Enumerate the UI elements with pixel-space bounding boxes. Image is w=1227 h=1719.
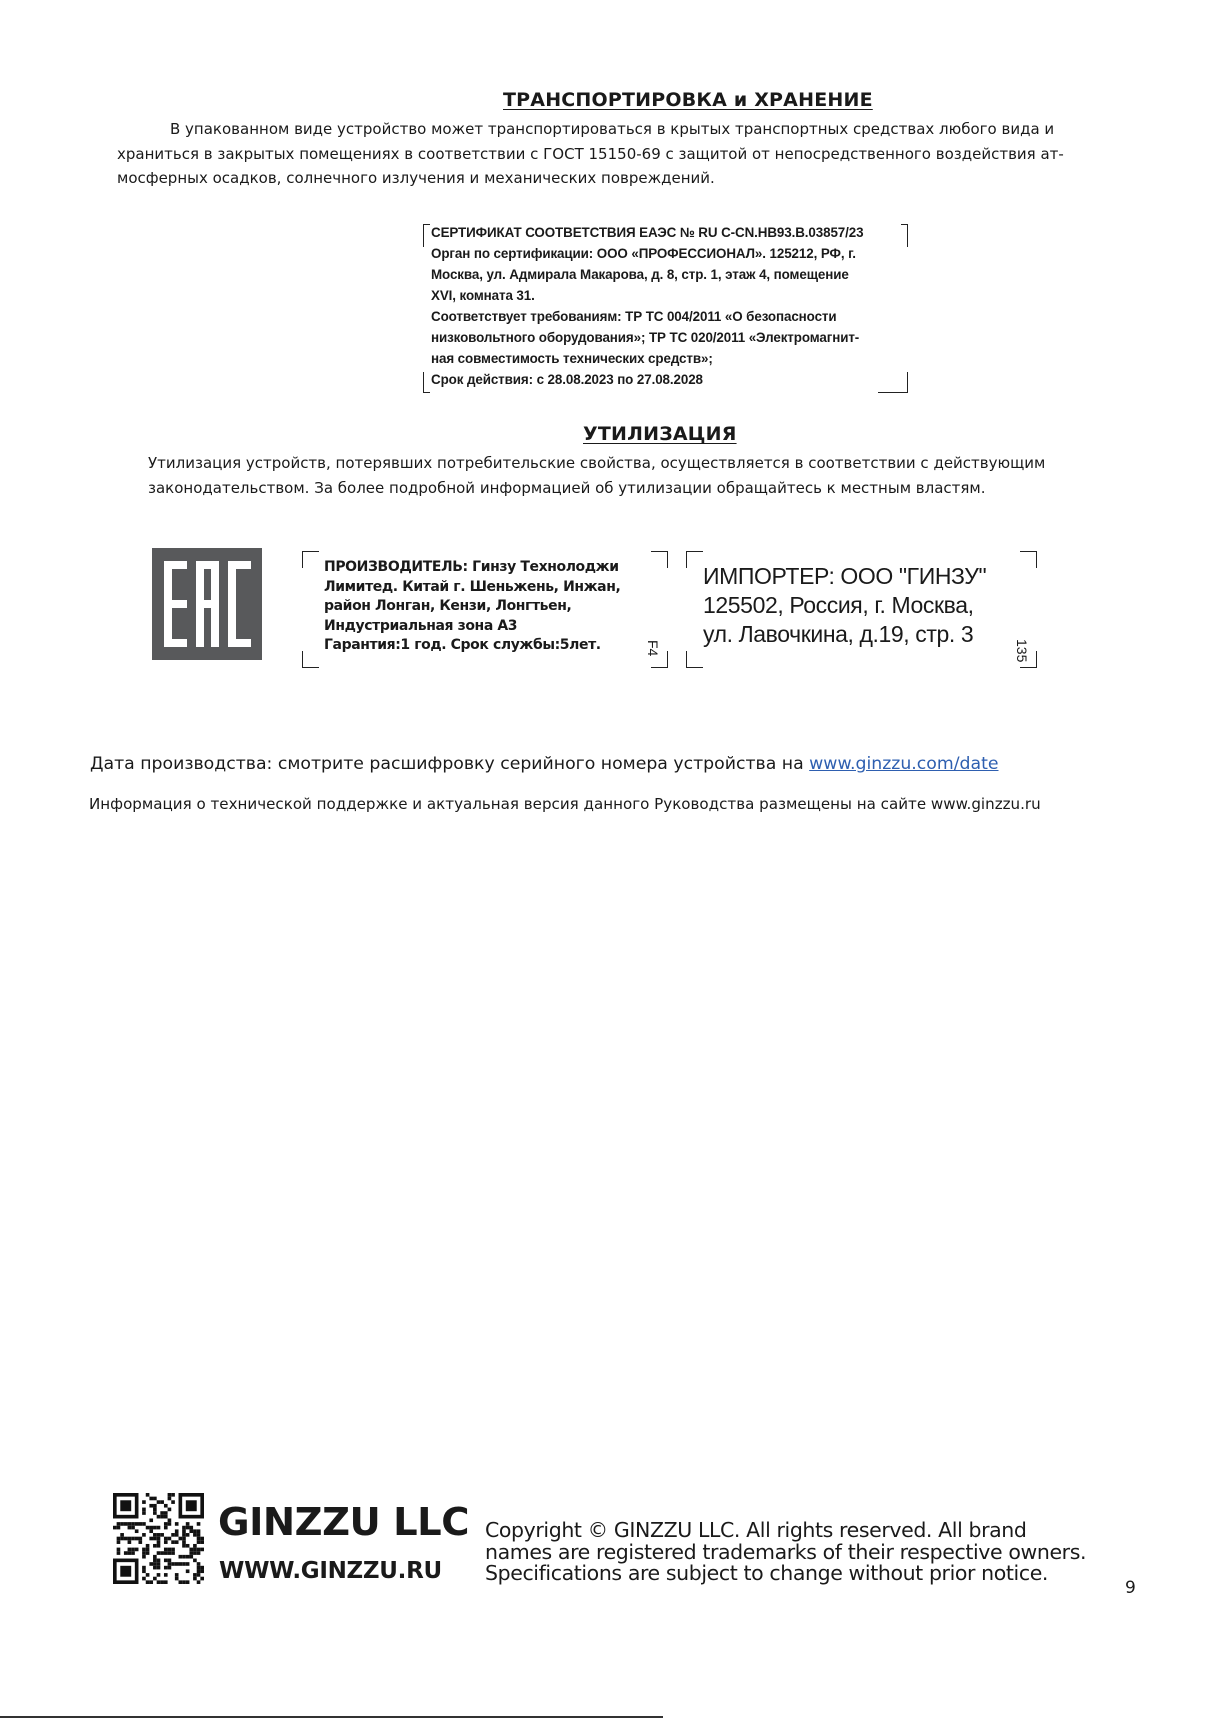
manufacturer-block [324, 558, 654, 656]
copyright-line: Specifications are subject to change without prior notice. [485, 1561, 1049, 1585]
manufacturer-line: Гарантия:1 год. Срок службы:5лет. [324, 637, 601, 653]
manufacturer-code: F4 [645, 640, 661, 657]
support-info: Информация о технической поддержке и актуальная версия данного Руководства размещены на сайте www.ginzzu.ru [89, 795, 1041, 813]
copyright-notice [485, 1520, 1095, 1585]
corner-bracket [423, 372, 430, 393]
disposal-heading: УТИЛИЗАЦИЯ [583, 423, 737, 445]
brand-name: GINZZU LLC [218, 1500, 469, 1545]
eac-mark-icon [152, 548, 262, 660]
importer-code: 135 [1014, 639, 1030, 663]
transport-line: храниться в закрытых помещениях в соответствии с ГОСТ 15150-69 с защитой от непосредственного воздействия ат- [117, 144, 1064, 163]
disposal-line: Утилизация устройств, потерявших потребительские свойства, осуществляется в соответствии с действующим [148, 454, 1046, 472]
corner-bracket [302, 651, 319, 668]
disposal-paragraph [148, 451, 1128, 500]
transport-paragraph [117, 117, 1127, 191]
certificate-line: Соответствует требованиям: ТР ТС 004/2011 «О безопасности [431, 309, 837, 324]
page-number: 9 [1125, 1578, 1136, 1598]
importer-line: ИМПОРТЕР: ООО "ГИНЗУ" [703, 563, 987, 589]
corner-bracket [686, 651, 703, 668]
importer-block [703, 562, 1023, 649]
certificate-line: СЕРТИФИКАТ СООТВЕТСТВИЯ ЕАЭС № RU C-CN.HB93.B.03857/23 [431, 225, 864, 240]
certificate-line: XVI, комната 31. [431, 288, 535, 303]
certificate-line: низковольтного оборудования»; ТР ТС 020/2011 «Электромагнит- [431, 330, 860, 345]
manufacturer-line: район Лонган, Кензи, Лонгтьен, [324, 598, 572, 614]
manufacturer-line: Индустриальная зона А3 [324, 617, 518, 634]
corner-bracket [302, 551, 319, 568]
production-date-line [90, 754, 999, 774]
certificate-block [423, 222, 923, 396]
certificate-line: Москва, ул. Адмирала Макарова, д. 8, стр. 1, этаж 4, помещение [431, 267, 849, 282]
transport-line: мосферных осадков, солнечного излучения и механических повреждений. [117, 169, 715, 187]
qr-code-icon [113, 1493, 204, 1584]
manufacturer-line: Лимитед. Китай г. Шеньжень, Инжан, [324, 578, 621, 595]
certificate-line: ная совместимость технических средств»; [431, 351, 713, 366]
date-decoder-link[interactable]: www.ginzzu.com/date [809, 754, 999, 774]
importer-line: ул. Лавочкина, д.19, стр. 3 [703, 621, 974, 647]
corner-bracket [901, 224, 908, 247]
transport-heading: ТРАНСПОРТИРОВКА и ХРАНЕНИЕ [503, 89, 873, 111]
bottom-rule [0, 1716, 663, 1718]
transport-line: В упакованном виде устройство может транспортироваться в крытых транспортных средствах любого вида и [170, 120, 1055, 138]
certificate-line: Срок действия: с 28.08.2023 по 27.08.2028 [431, 372, 703, 387]
certificate-line: Орган по сертификации: ООО «ПРОФЕССИОНАЛ». 125212, РФ, г. [431, 246, 856, 261]
production-date-text: Дата производства: смотрите расшифровку серийного номера устройства на [90, 754, 810, 774]
corner-bracket [686, 551, 703, 568]
manufacturer-line: ПРОИЗВОДИТЕЛЬ: Гинзу Технолоджи [324, 559, 619, 575]
corner-bracket [423, 224, 430, 247]
eac-logo [152, 548, 262, 660]
importer-line: 125502, Россия, г. Москва, [703, 592, 974, 618]
corner-bracket [878, 372, 908, 393]
copyright-line: Copyright © GINZZU LLC. All rights reserved. All brand [485, 1518, 1027, 1542]
brand-website: WWW.GINZZU.RU [219, 1558, 442, 1584]
disposal-line: законодательством. За более подробной информацией об утилизации обращайтесь к местным властям. [148, 478, 986, 497]
copyright-line: names are registered trademarks of their respective owners. [485, 1539, 1087, 1564]
